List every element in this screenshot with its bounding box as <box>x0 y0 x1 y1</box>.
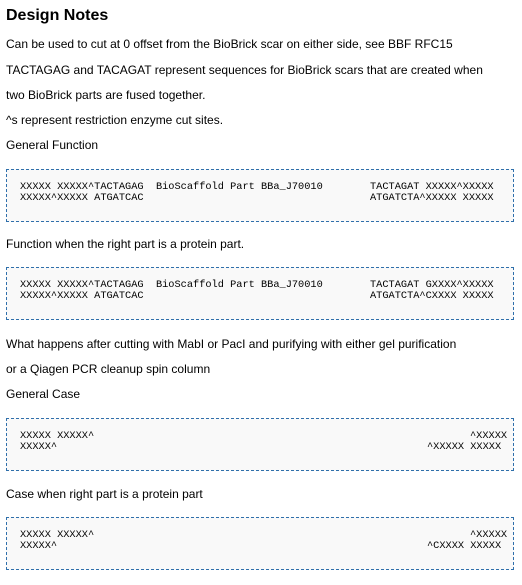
code-line-left: XXXXX XXXXX^TACTAGAG BioScaffold Part BBa_J70010 <box>20 279 323 291</box>
code-line <box>20 291 513 302</box>
code-line-left: XXXXX^XXXXX ATGATCAC <box>20 192 144 204</box>
note-after-cutting-cont: or a Qiagen PCR cleanup spin column <box>6 362 211 376</box>
code-line-left: XXXXX XXXXX^ <box>20 529 95 541</box>
note-cut-sites: ^s represent restriction enzyme cut sites. <box>6 113 224 127</box>
label-protein-function: Function when the right part is a protein part. <box>6 237 245 251</box>
code-block-general-case <box>6 418 514 471</box>
label-protein-case: Case when right part is a protein part <box>6 487 203 501</box>
code-line-left: XXXXX^XXXXX ATGATCAC <box>20 290 144 302</box>
code-line <box>20 193 513 204</box>
code-line-right: ATGATCTA^XXXXX XXXXX <box>370 192 494 204</box>
note-after-cutting: What happens after cutting with MabI or PacI and purifying with either gel purification <box>6 337 457 351</box>
code-line <box>20 541 513 552</box>
code-line-right: ^XXXXX <box>470 430 508 442</box>
code-line-left: XXXXX XXXXX^TACTAGAG BioScaffold Part BBa_J70010 <box>20 181 323 193</box>
code-line <box>20 442 513 453</box>
note-scar-sequences: TACTAGAG and TACAGAT represent sequences for BioBrick scars that are created when <box>6 63 483 77</box>
label-general-function: General Function <box>6 138 99 152</box>
code-line-right: TACTAGAT GXXXX^XXXXX <box>370 279 494 291</box>
code-block-protein-function <box>6 267 514 320</box>
code-line-right: ^XXXXX <box>470 529 508 541</box>
note-cut-offset: Can be used to cut at 0 offset from the BioBrick scar on either side, see BBF RFC15 <box>6 37 453 51</box>
code-line-right: ^CXXXX XXXXX <box>427 540 502 552</box>
code-block-general-function <box>6 169 514 222</box>
code-line-right: ATGATCTA^CXXXX XXXXX <box>370 290 494 302</box>
label-general-case: General Case <box>6 387 81 401</box>
section-heading: Design Notes <box>6 7 109 24</box>
code-block-protein-case <box>6 517 514 570</box>
code-line-right: TACTAGAT XXXXX^XXXXX <box>370 181 494 193</box>
code-line-left: XXXXX^ <box>20 540 58 552</box>
code-line-left: XXXXX XXXXX^ <box>20 430 95 442</box>
code-line-left: XXXXX^ <box>20 441 58 453</box>
note-scar-sequences-cont: two BioBrick parts are fused together. <box>6 88 206 102</box>
code-line-right: ^XXXXX XXXXX <box>427 441 502 453</box>
